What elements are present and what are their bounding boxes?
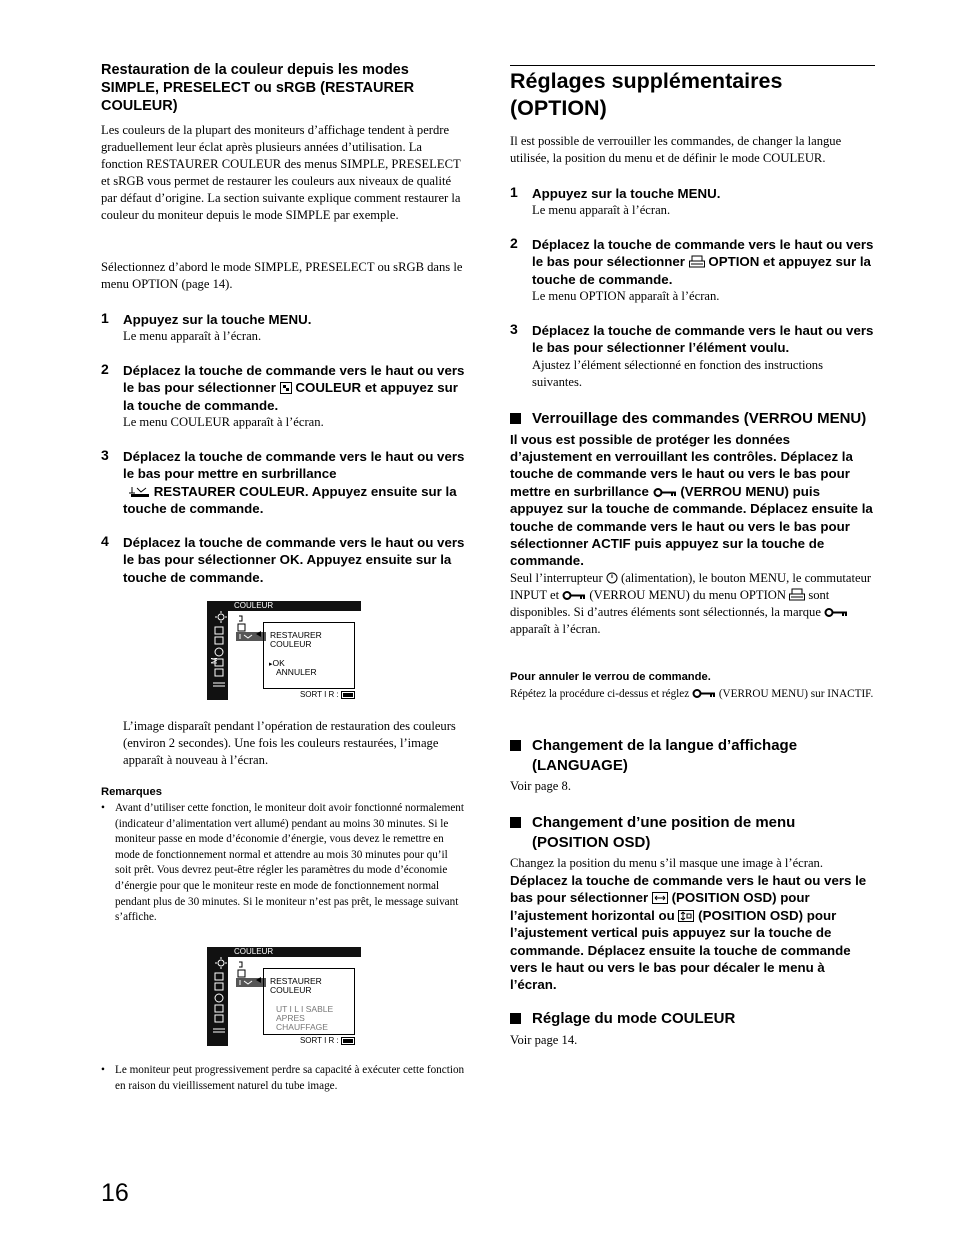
section-text: Changez la position du menu s’il masque une image à l’écran. <box>510 856 823 870</box>
page-number: 16 <box>101 1179 129 1207</box>
v-position-icon <box>678 910 694 922</box>
h-position-icon <box>652 892 668 904</box>
menu-button-icon <box>341 691 355 699</box>
osd-header: COULEUR <box>234 947 274 956</box>
selector-arrow-icon <box>254 976 262 984</box>
step-number: 2 <box>101 361 109 377</box>
bullet: • <box>101 1064 105 1076</box>
step-1 <box>123 311 465 345</box>
remark-1 <box>101 801 465 926</box>
restore-color-icon <box>128 485 150 498</box>
cancel-lock-text <box>510 687 875 703</box>
lock-bold: (VERROU MENU) puis appuyez sur la touche de commande. Déplacez ensuite la touche de commande vers le haut ou vers le bas pour sélectionner ACTIF puis appuyez sur la touche de commande. <box>510 483 873 569</box>
step-number: 3 <box>510 321 518 337</box>
option-menu-icon <box>789 588 805 601</box>
step-bold: COULEUR et appuyez sur la touche de commande. <box>123 380 458 413</box>
step-3 <box>123 448 465 518</box>
key-lock-icon <box>692 688 716 699</box>
remark-text: Le moniteur peut progressivement perdre sa capacité à exécuter cette fonction en raison du vieillissement naturel du tube image. <box>115 1064 465 1092</box>
osd-line: COULEUR <box>270 985 312 995</box>
selector-arrow-icon <box>254 630 262 638</box>
color-mode-section <box>510 1009 875 1049</box>
osd-bold: (POSITION OSD) pour l’ajustement vertical puis appuyez sur la touche de commande. Déplacez ensuite la touche de commande vers le haut ou vers le bas pour décaler le menu à l’écran. <box>510 907 851 993</box>
color-menu-icon <box>280 382 292 394</box>
step-normal: Ajustez l’élément sélectionné en fonction des instructions suivantes. <box>532 357 823 389</box>
section-title: Réglage du mode COULEUR <box>532 1010 736 1027</box>
osd-footer <box>300 1036 355 1045</box>
step-number: 1 <box>101 310 109 326</box>
section-title: Changement d’une position de menu (POSITION OSD) <box>532 814 796 851</box>
left-heading: Restauration de la couleur depuis les modes SIMPLE, PRESELECT ou sRGB (RESTAURER COULEUR) <box>101 62 415 114</box>
step-normal: Le menu COULEUR apparaît à l’écran. <box>123 415 324 430</box>
remark-2 <box>101 1063 465 1094</box>
osd-dialog <box>263 968 355 1035</box>
section-square-icon <box>510 413 521 424</box>
step-bold: Déplacez la touche de commande vers le haut ou vers le bas pour sélectionner l’élément voulu. <box>532 323 874 356</box>
step-4: Déplacez la touche de commande vers le haut ou vers le bas pour sélectionner OK. Appuyez ensuite sur la touche de commande. <box>123 535 465 585</box>
osd-panel <box>228 957 361 1046</box>
lock-normal: (alimentation), le bouton MENU, le commutateur INPUT et <box>510 570 872 602</box>
osd-header: COULEUR <box>234 601 274 610</box>
ok-marker-icon: ▸ <box>269 661 273 668</box>
lock-bold: Il vous est possible de protéger les données d’ajustement en verrouillant les contrôles. Déplacez la touche de commande vers le haut ou vers le bas pour mettre en surbrillance <box>510 431 853 499</box>
step-2 <box>532 236 875 305</box>
step-bold: Appuyez sur la touche MENU. <box>532 186 721 201</box>
remarks-title: Remarques <box>101 786 162 798</box>
osd-footer-text: SORT I R : <box>299 1036 339 1045</box>
step-normal: Le menu apparaît à l’écran. <box>123 329 262 344</box>
osd-panel <box>228 611 361 700</box>
lock-normal: sont disponibles. Si d’autres éléments sont sélectionnés, la marque <box>510 587 830 619</box>
step-number: 3 <box>101 447 109 463</box>
osd-bold: (POSITION OSD) pour l’ajustement horizontal ou <box>510 890 810 923</box>
left-intro2: Sélectionnez d’abord le mode SIMPLE, PRESELECT ou sRGB dans le menu OPTION (page 14). <box>101 260 463 291</box>
svg-text:M: M <box>210 657 219 664</box>
section-title: Verrouillage des commandes (VERROU MENU) <box>532 410 867 427</box>
osd-ok: OK <box>272 658 285 668</box>
lock-normal: apparaît à l’écran. <box>510 621 601 636</box>
language-section <box>510 736 875 795</box>
osd-line: RESTAURER <box>270 976 322 986</box>
osd-msg: UT I L I SABLE <box>276 1004 334 1014</box>
section-square-icon <box>510 1013 521 1024</box>
step-bold: Déplacez la touche de commande vers le haut ou vers le bas pour sélectionner <box>123 363 465 396</box>
step-normal: Le menu OPTION apparaît à l’écran. <box>532 289 720 304</box>
section-text: Voir page 8. <box>510 779 571 793</box>
osd-screen <box>207 947 361 1046</box>
osd-menu-icons <box>207 601 228 700</box>
right-intro: Il est possible de verrouiller les commandes, de changer la langue utilisée, la position du menu et de définir le mode COULEUR. <box>510 134 842 165</box>
remark-text: Avant d’utiliser cette fonction, le moniteur doit avoir fonctionné normalement (indicateur d’alimentation vert allumé) pendant au moins 30 minutes. Si le moniteur passe en mode d’économie d’énergie, vous devez le remettre en mode de fonctionnement normal et attendre au mois 30 minutes pour qu’il soit prêt. Vous devrez peut-être régler les paramètres du mode d’économie d’énergie pour que le moniteur reste en mode de fonctionnement normal pendant plus de 30 minutes. Si le moniteur n’est pas prêt, le message suivant s’affiche. <box>115 802 464 924</box>
osd-cancel: ANNULER <box>276 667 317 677</box>
osd-line: RESTAURER <box>270 630 322 640</box>
cancel-text: (VERROU MENU) sur INACTIF. <box>718 688 874 700</box>
step-1 <box>532 185 875 219</box>
step-number: 2 <box>510 235 518 251</box>
section-title: Changement de la langue d’affichage (LANGUAGE) <box>532 737 798 774</box>
key-lock-icon <box>824 607 848 618</box>
page-title: Réglages supplémentaires (OPTION) <box>510 69 783 120</box>
osd-msg: CHAUFFAGE <box>276 1022 328 1032</box>
step-bold: RESTAURER COULEUR. Appuyez ensuite sur la touche de commande. <box>123 483 457 517</box>
step-bold: OPTION et appuyez sur la touche de commande. <box>532 254 871 287</box>
lock-normal: (VERROU MENU) du menu OPTION <box>589 587 786 602</box>
step-bold: Déplacez la touche de commande vers le haut ou vers le bas pour mettre en surbrillance <box>123 449 465 482</box>
left-intro: Les couleurs de la plupart des moniteurs d’affichage tendent à perdre graduellement leur éclat après plusieurs années d’utilisation. La fonction RESTAURER COULEUR des menus SIMPLE, PRESELECT et sRGB vous permet de restaurer les couleurs aux niveaux de qualité par défaut d’origine. La section suivante explique comment restaurer la couleur du moniteur depuis le mode SIMPLE par exemple. <box>101 123 461 222</box>
cancel-lock-title: Pour annuler le verrou de commande. <box>510 671 711 683</box>
osd-position-section <box>510 813 875 994</box>
step-number: 1 <box>510 184 518 200</box>
section-text: Voir page 14. <box>510 1032 578 1047</box>
osd-footer <box>300 690 355 699</box>
step-bold: Appuyez sur la touche MENU. <box>123 312 312 327</box>
step-number: 4 <box>101 533 109 549</box>
step-3 <box>532 322 875 391</box>
step-bold: Déplacez la touche de commande vers le haut ou vers le bas pour sélectionner <box>532 237 874 270</box>
step-normal: Le menu apparaît à l’écran. <box>532 203 671 218</box>
title-rule <box>510 65 875 66</box>
osd-line: COULEUR <box>270 639 312 649</box>
osd-menu-icons <box>207 947 228 1046</box>
osd-footer-text: SORT I R : <box>299 690 339 699</box>
key-lock-icon <box>562 590 586 601</box>
cancel-text: Répétez la procédure ci-dessus et réglez <box>510 688 690 700</box>
section-square-icon <box>510 817 521 828</box>
option-menu-icon <box>689 255 705 268</box>
menu-button-icon <box>341 1037 355 1045</box>
lock-normal: Seul l’interrupteur <box>510 570 603 585</box>
power-icon <box>606 572 618 584</box>
osd-msg: APRES <box>276 1013 305 1023</box>
osd-dialog <box>263 622 355 689</box>
step-2 <box>123 362 465 431</box>
section-square-icon <box>510 740 521 751</box>
osd-screen <box>207 601 361 700</box>
after-screen-text: L’image disparaît pendant l’opération de restauration des couleurs (environ 2 secondes). Une fois les couleurs restaurées, l’image apparaît à nouveau à l’écran. <box>123 719 456 767</box>
key-lock-icon <box>653 487 677 498</box>
lock-section <box>510 409 875 638</box>
bullet: • <box>101 802 105 814</box>
osd-bold: Déplacez la touche de commande vers le haut ou vers le bas pour sélectionner <box>510 873 867 906</box>
